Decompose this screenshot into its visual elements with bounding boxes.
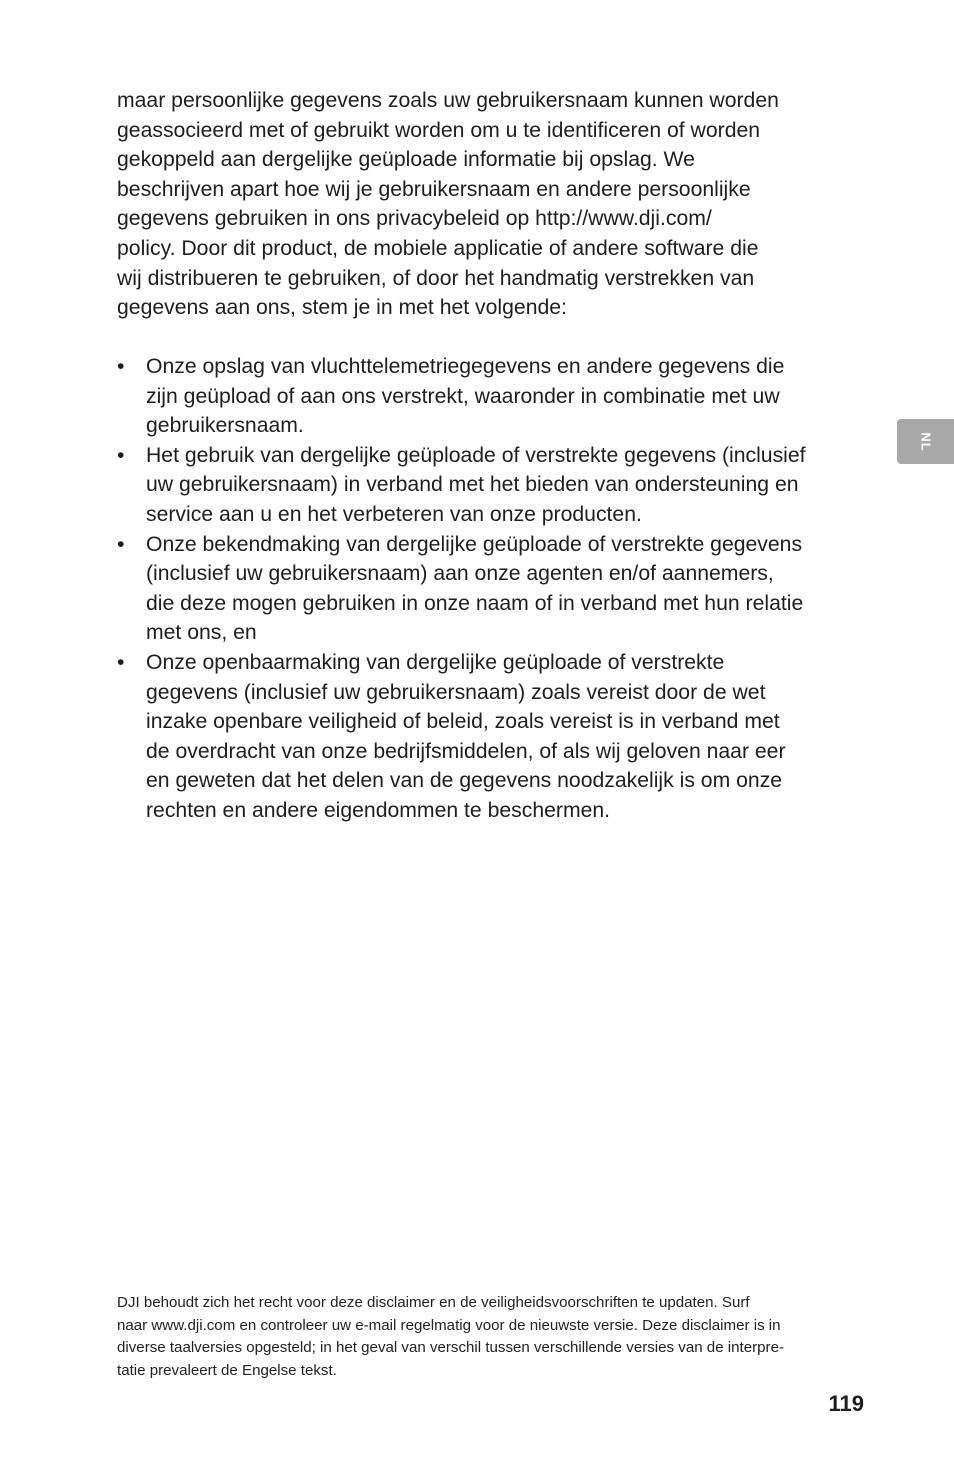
list-item: [117, 648, 877, 826]
bullet-icon: •: [117, 443, 125, 467]
intro-paragraph: maar persoonlijke gegevens zoals uw gebruikersnaam kunnen worden geassocieerd met of gebruikt worden om u te identificeren of worden gekoppeld aan dergelijke geüploade informatie bij opslag. We beschrijven apart hoe wij je gebruikersnaam en andere persoonlijke gegevens gebruiken in ons privacybeleid op http://www.dji.com/ policy. Door dit product, de mobiele applicatie of andere software die wij distribueren te gebruiken, of door het handmatig verstrekken van gegevens aan ons, stem je in met het volgende:: [117, 89, 779, 320]
list-item: [117, 530, 877, 648]
list-item-text: Het gebruik van dergelijke geüploade of verstrekte gegevens (inclusief uw gebruikersnaam) in verband met het bieden van ondersteuning en service aan u en het verbeteren van onze producten.: [146, 443, 806, 526]
list-item: [117, 352, 877, 441]
list-item-text: Onze openbaarmaking van dergelijke geüploade of verstrekte gegevens (inclusief uw gebruikersnaam) zoals vereist door de wet inzake openbare veiligheid of beleid, zoals vereist is in verband met de overdracht van onze bedrijfsmiddelen, of als wij geloven naar eer en geweten dat het delen van de gegevens noodzakelijk is om onze rechten en andere eigendommen te beschermen.: [146, 650, 786, 822]
consent-bullet-list: [117, 352, 877, 826]
bullet-icon: •: [117, 355, 125, 378]
bullet-icon: •: [117, 650, 125, 674]
list-item: [117, 441, 877, 530]
list-item-text: Onze bekendmaking van dergelijke geüploade of verstrekte gegevens (inclusief uw gebruikersnaam) aan onze agenten en/of aannemers, die deze mogen gebruiken in onze naam of in verband met hun relatie met ons, en: [146, 532, 804, 645]
page-number: 119: [828, 1391, 864, 1416]
language-tab: [897, 419, 954, 464]
list-item-text: Onze opslag van vluchttelemetriegegevens en andere gegevens die zijn geüpload of aan ons verstrekt, waaronder in combinatie met uw gebruikersnaam.: [146, 355, 785, 438]
footer-disclaimer-note: DJI behoudt zich het recht voor deze disclaimer en de veiligheidsvoorschriften te updaten. Surf naar www.dji.com en controleer uw e-mail regelmatig voor de nieuwste versie. Deze disclaimer is in diverse taalversies opgesteld; in het geval van verschil tussen verschillende versies van de interpre- tatie prevaleert de Engelse tekst.: [117, 1294, 784, 1379]
language-tab-label: NL: [918, 431, 933, 452]
bullet-icon: •: [117, 532, 125, 556]
